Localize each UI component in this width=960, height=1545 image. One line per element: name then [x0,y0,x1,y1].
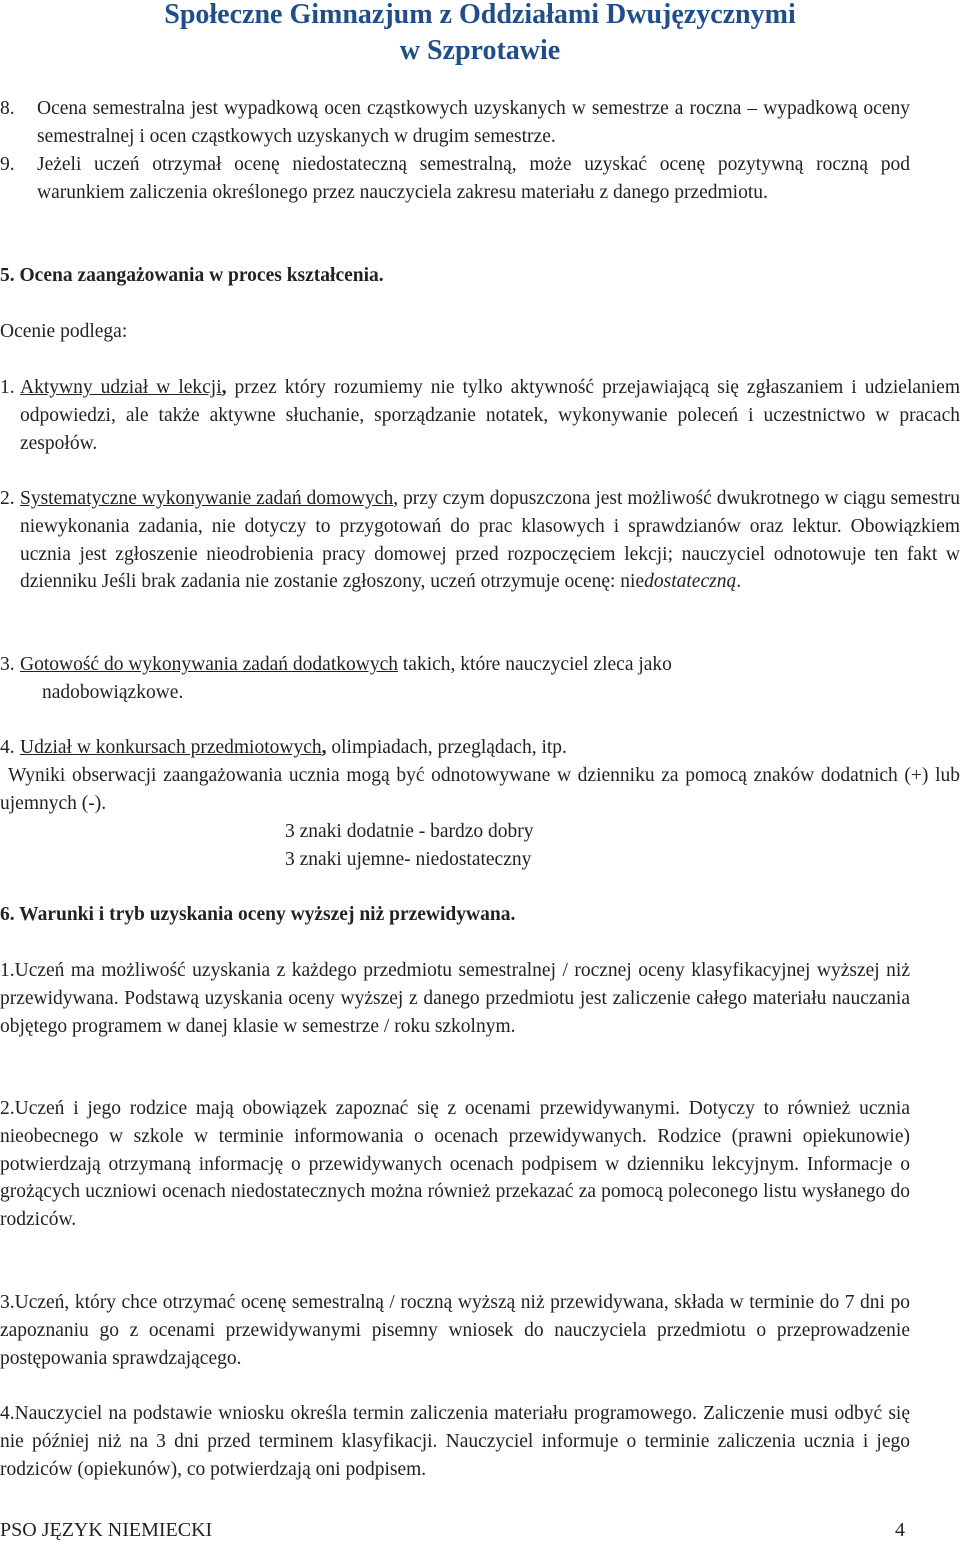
item-underlined: Gotowość do wykonywania zadań dodatkowych [20,654,398,675]
scale-positive: 3 znaki dodatnie - bardzo dobry [285,821,534,842]
section-6-paragraph-2: 2.Uczeń i jego rodzice mają obowiązek zapoznać się z ocenami przewidywanymi. Dotyczy to również ucznia nieobecnego w szkole w terminie informowania o ocenach przewidywanych. Rodzice (prawni opiekunowie) potwierdzają otrzymaną informację o przewidywanych ocenach podpisem w dzienniku lekcyjnym. Informacje o grożących uczniowi ocenach niedostatecznych można również przekazać za pomocą poleconego listu wysłanego do rodziców. [0,1098,910,1231]
item-number: 4. [0,737,15,758]
item-number: 2. [0,488,15,509]
list-number: 9. [0,154,15,175]
item-rest: przez który rozumiemy nie tylko aktywność przejawiającą się zgłaszaniem i udzielaniem odpowiedzi, ale także aktywne słuchanie, sporządzanie notatek, wykonywanie poleceń i uczestnictwo w pracach zespołów. [20,377,960,454]
item-underlined: Systematyczne wykonywanie zadań domowych [20,488,394,509]
list-text: Jeżeli uczeń otrzymał ocenę niedostateczną semestralną, może uzyskać ocenę pozytywną roczną pod warunkiem zaliczenia określonego przez nauczyciela zakresu materiału z danego przedmiotu. [37,154,910,203]
item-text [20,651,910,679]
header-line-1: Społeczne Gimnazjum z Oddziałami Dwujęzycznymi [164,0,796,30]
section-6-title: 6. Warunki i tryb uzyskania oceny wyższej niż przewidywana. [0,904,516,925]
page-number: 4 [895,1519,905,1541]
item-rest: takich, które nauczyciel zleca jako [398,654,672,675]
scale-negative: 3 znaki ujemne- niedostateczny [285,849,532,870]
header-line-2: w Szprotawie [399,35,561,66]
section-6-paragraph-4: 4.Nauczyciel na podstawie wniosku określa termin zaliczenia materiału programowego. Zaliczenie musi odbyć się nie później niż na 3 dni przed terminem klasyfikacji. Nauczyciel informuje o terminie zaliczenia ucznia i jego rodziców (opiekunów), co potwierdzają oni podpisem. [0,1403,910,1480]
item-text [20,374,960,457]
item-text-line-2: nadobowiązkowe. [42,682,184,703]
item-italic: dostateczną [644,571,737,593]
item-underlined: Udział w konkursach przedmiotowych [20,737,322,758]
item-underlined: Aktywny udział w lekcji [20,377,222,398]
item-rest: olimpiadach, przeglądach, itp. [326,737,567,758]
section-5-title: 5. Ocena zaangażowania w proces kształcenia. [0,265,384,286]
section-6-paragraph-1: 1.Uczeń ma możliwość uzyskania z każdego przedmiotu semestralnej / rocznej oceny klasyfikacyjnej wyższej niż przewidywana. Podstawą uzyskania oceny wyższej z danego przedmiotu jest zaliczenie całego materiału nauczania objętego programem w danej klasie w semestrze / roku szkolnym. [0,960,910,1037]
item-number: 1. [0,377,15,398]
item-rest: , przy czym dopuszczona jest możliwość dwukrotnego w ciągu semestru niewykonania zadania, nie dotyczy to przygotowań do prac klasowych i sprawdzianów oraz lektur. Obowiązkiem ucznia jest zgłoszenie nieodrobienia pracy domowej przed rozpoczęciem lekcji; nauczyciel odnotowuje ten fakt w dzienniku Jeśli brak zadania nie zostanie zgłoszony, uczeń otrzymuje ocenę: nie [20,488,960,593]
section-5-intro: Ocenie podlega: [0,321,128,342]
item-comma: , [321,737,327,758]
section-6-paragraph-3: 3.Uczeń, który chce otrzymać ocenę semestralną / roczną wyższą niż przewidywana, składa w terminie do 7 dni po zapoznaniu go z ocenami przewidywanymi pisemny wniosek do nauczyciela przedmiotu o przeprowadzenie postępowania sprawdzającego. [0,1292,910,1369]
list-number: 8. [0,98,15,119]
item-text [20,485,960,596]
observation-note: Wyniki obserwacji zaangażowania ucznia mogą być odnotowywane w dzienniku za pomocą znaków dodatnich (+) lub ujemnych (-). [0,765,960,814]
item-number: 3. [0,654,15,675]
list-text: Ocena semestralna jest wypadkową ocen cząstkowych uzyskanych w semestrze a roczna – wypadkową oceny semestralnej i ocen cząstkowych uzyskanych w drugim semestrze. [37,98,910,147]
footer-title: PSO JĘZYK NIEMIECKI [0,1519,213,1541]
item-end: . [736,571,742,593]
item-text [20,734,910,762]
item-comma: , [221,377,227,398]
